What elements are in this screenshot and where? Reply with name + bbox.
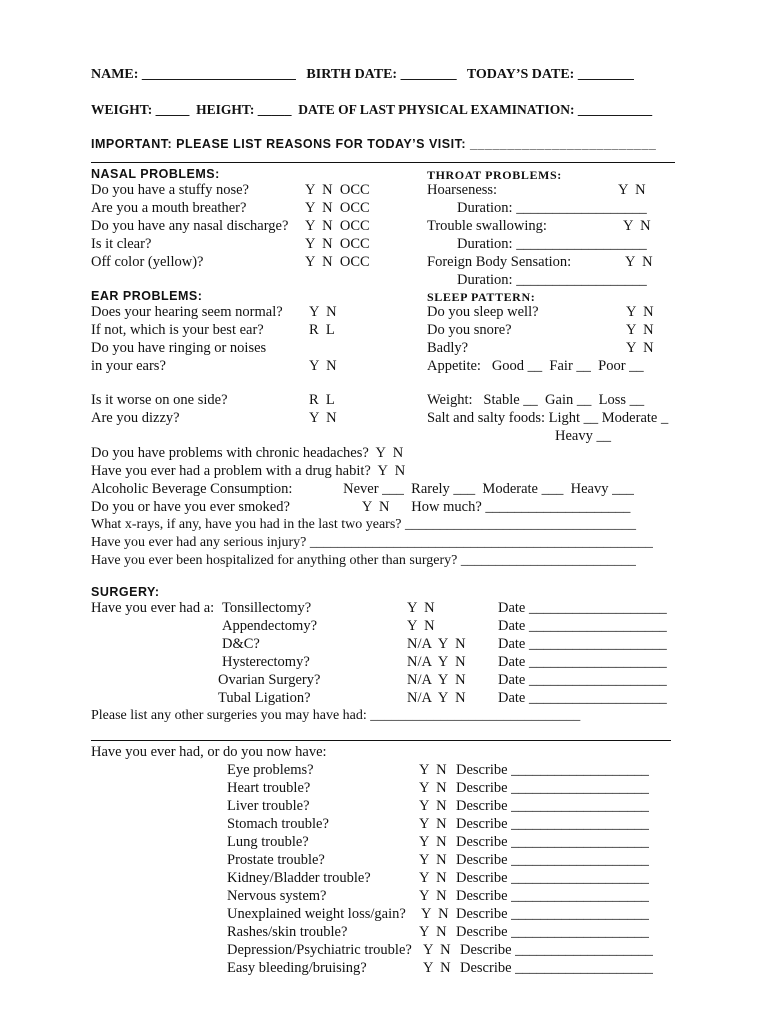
condition-options[interactable]: Y N [423,942,451,958]
sleep-question: Badly? [427,340,469,356]
surgery-item-name: Ovarian Surgery? [218,672,321,688]
ear-question: Is it worse on one side? [91,392,228,408]
condition-describe[interactable]: Describe ___________________ [460,960,653,976]
nasal-question: Off color (yellow)? [91,254,204,270]
surgery-item-name: Tonsillectomy? [222,600,312,616]
surgery-item-options[interactable]: N/A Y N [407,690,466,706]
throat-duration-line[interactable]: Duration: __________________ [457,272,647,288]
nasal-answer-options[interactable]: Y N OCC [305,182,370,198]
general-question-line[interactable]: Have you ever had a problem with a drug habit? Y N [91,463,406,479]
ear-answer-options[interactable]: R L [309,322,335,338]
surgery-item-name: Appendectomy? [222,618,318,634]
nasal-answer-options[interactable]: Y N OCC [305,218,370,234]
ear-problems-heading: EAR PROBLEMS: [91,289,203,303]
weight-trend-options[interactable]: Weight: Stable __ Gain __ Loss __ [427,392,645,408]
name-birthdate-today-line[interactable]: NAME: ______________________ BIRTH DATE: ________ TODAY’S DATE: ________ [91,67,634,82]
condition-name: Heart trouble? [227,780,311,796]
condition-name: Lung trouble? [227,834,309,850]
ear-question: If not, which is your best ear? [91,322,264,338]
nasal-answer-options[interactable]: Y N OCC [305,254,370,270]
surgery-item-options[interactable]: Y N [407,618,435,634]
general-question-line[interactable]: Do you have problems with chronic headaches? Y N [91,445,404,461]
nasal-answer-options[interactable]: Y N OCC [305,200,370,216]
condition-describe[interactable]: Describe ___________________ [456,798,649,814]
condition-name: Rashes/skin trouble? [227,924,348,940]
surgery-item-date[interactable]: Date ___________________ [498,636,667,652]
condition-describe[interactable]: Describe ___________________ [456,780,649,796]
general-question-line[interactable]: Do you or have you ever smoked? Y N How much? ____________________ [91,499,631,515]
reasons-for-visit-line[interactable]: IMPORTANT: PLEASE LIST REASONS FOR TODAY’S VISIT: _________________________ [91,137,657,151]
ear-answer-options[interactable]: Y N [309,358,337,374]
condition-options[interactable]: Y N [419,888,447,904]
general-question-line[interactable]: Have you ever had any serious injury? _________________________________________________ [91,535,653,550]
condition-options[interactable]: Y N [419,798,447,814]
surgery-item-options[interactable]: N/A Y N [407,654,466,670]
surgery-item-name: Tubal Ligation? [218,690,311,706]
throat-duration-line[interactable]: Duration: __________________ [457,200,647,216]
surgery-item-name: Hysterectomy? [222,654,310,670]
salt-intake-heavy-option[interactable]: Heavy __ [555,428,611,444]
surgery-item-date[interactable]: Date ___________________ [498,654,667,670]
reasons-blank-rule[interactable] [91,162,675,163]
nasal-question: Is it clear? [91,236,152,252]
condition-name: Unexplained weight loss/gain? [227,906,406,922]
surgery-item-options[interactable]: N/A Y N [407,672,466,688]
sleep-question: Do you sleep well? [427,304,539,320]
condition-options[interactable]: Y N [419,834,447,850]
ear-question: Does your hearing seem normal? [91,304,283,320]
appetite-options[interactable]: Appetite: Good __ Fair __ Poor __ [427,358,644,374]
ear-question: Do you have ringing or noises [91,340,267,356]
throat-duration-line[interactable]: Duration: __________________ [457,236,647,252]
sleep-pattern-heading: SLEEP PATTERN: [427,290,536,304]
nasal-question: Do you have any nasal discharge? [91,218,289,234]
ear-question: in your ears? [91,358,166,374]
throat-question: Trouble swallowing: [427,218,547,234]
condition-options[interactable]: Y N [421,906,449,922]
condition-options[interactable]: Y N [419,780,447,796]
condition-describe[interactable]: Describe ___________________ [456,834,649,850]
condition-describe[interactable]: Describe ___________________ [456,906,649,922]
condition-describe[interactable]: Describe ___________________ [456,816,649,832]
surgery-item-date[interactable]: Date ___________________ [498,672,667,688]
sleep-question: Do you snore? [427,322,512,338]
general-question-line[interactable]: Have you ever been hospitalized for anything other than surgery? _________________________ [91,553,636,568]
ear-answer-options[interactable]: Y N [309,304,337,320]
condition-options[interactable]: Y N [419,762,447,778]
condition-describe[interactable]: Describe ___________________ [456,852,649,868]
condition-name: Liver trouble? [227,798,310,814]
condition-name: Eye problems? [227,762,314,778]
ear-answer-options[interactable]: R L [309,392,335,408]
condition-name: Kidney/Bladder trouble? [227,870,371,886]
weight-height-physical-line[interactable]: WEIGHT: _____ HEIGHT: _____ DATE OF LAST PHYSICAL EXAMINATION: ___________ [91,102,653,117]
sleep-answer-options[interactable]: Y N [626,340,654,356]
condition-options[interactable]: Y N [419,816,447,832]
nasal-answer-options[interactable]: Y N OCC [305,236,370,252]
condition-name: Prostate trouble? [227,852,325,868]
conditions-intro: Have you ever had, or do you now have: [91,744,327,760]
nasal-problems-heading: NASAL PROBLEMS: [91,167,220,181]
nasal-question: Do you have a stuffy nose? [91,182,249,198]
other-surgeries-blank-rule[interactable] [91,740,671,741]
condition-options[interactable]: Y N [419,924,447,940]
ear-question: Are you dizzy? [91,410,180,426]
throat-answer-options[interactable]: Y N [625,254,653,270]
throat-question: Hoarseness: [427,182,498,198]
surgery-item-date[interactable]: Date ___________________ [498,618,667,634]
condition-describe[interactable]: Describe ___________________ [456,870,649,886]
condition-name: Depression/Psychiatric trouble? [227,942,412,958]
surgery-item-date[interactable]: Date ___________________ [498,600,667,616]
surgery-item-options[interactable]: Y N [407,600,435,616]
general-question-line[interactable]: What x-rays, if any, have you had in the last two years? _________________________________ [91,517,636,532]
condition-options[interactable]: Y N [419,870,447,886]
surgery-intro: Have you ever had a: [91,600,215,616]
condition-name: Nervous system? [227,888,327,904]
condition-describe[interactable]: Describe ___________________ [456,888,649,904]
condition-name: Stomach trouble? [227,816,329,832]
sleep-answer-options[interactable]: Y N [626,304,654,320]
ear-answer-options[interactable]: Y N [309,410,337,426]
salt-intake-options[interactable]: Salt and salty foods: Light __ Moderate _ [427,410,669,426]
surgery-item-date[interactable]: Date ___________________ [498,690,667,706]
surgery-heading: SURGERY: [91,585,160,599]
throat-answer-options[interactable]: Y N [618,182,646,198]
nasal-question: Are you a mouth breather? [91,200,247,216]
condition-name: Easy bleeding/bruising? [227,960,367,976]
condition-options[interactable]: Y N [423,960,451,976]
general-question-line[interactable]: Alcoholic Beverage Consumption: Never ___ Rarely ___ Moderate ___ Heavy ___ [91,481,634,497]
throat-question: Foreign Body Sensation: [427,254,572,270]
throat-answer-options[interactable]: Y N [623,218,651,234]
condition-describe[interactable]: Describe ___________________ [460,942,653,958]
surgery-item-options[interactable]: N/A Y N [407,636,466,652]
condition-describe[interactable]: Describe ___________________ [456,924,649,940]
condition-describe[interactable]: Describe ___________________ [456,762,649,778]
throat-problems-heading: THROAT PROBLEMS: [427,168,562,182]
other-surgeries-line[interactable]: Please list any other surgeries you may have had: ______________________________ [91,708,581,723]
condition-options[interactable]: Y N [419,852,447,868]
sleep-answer-options[interactable]: Y N [626,322,654,338]
surgery-item-name: D&C? [222,636,260,652]
